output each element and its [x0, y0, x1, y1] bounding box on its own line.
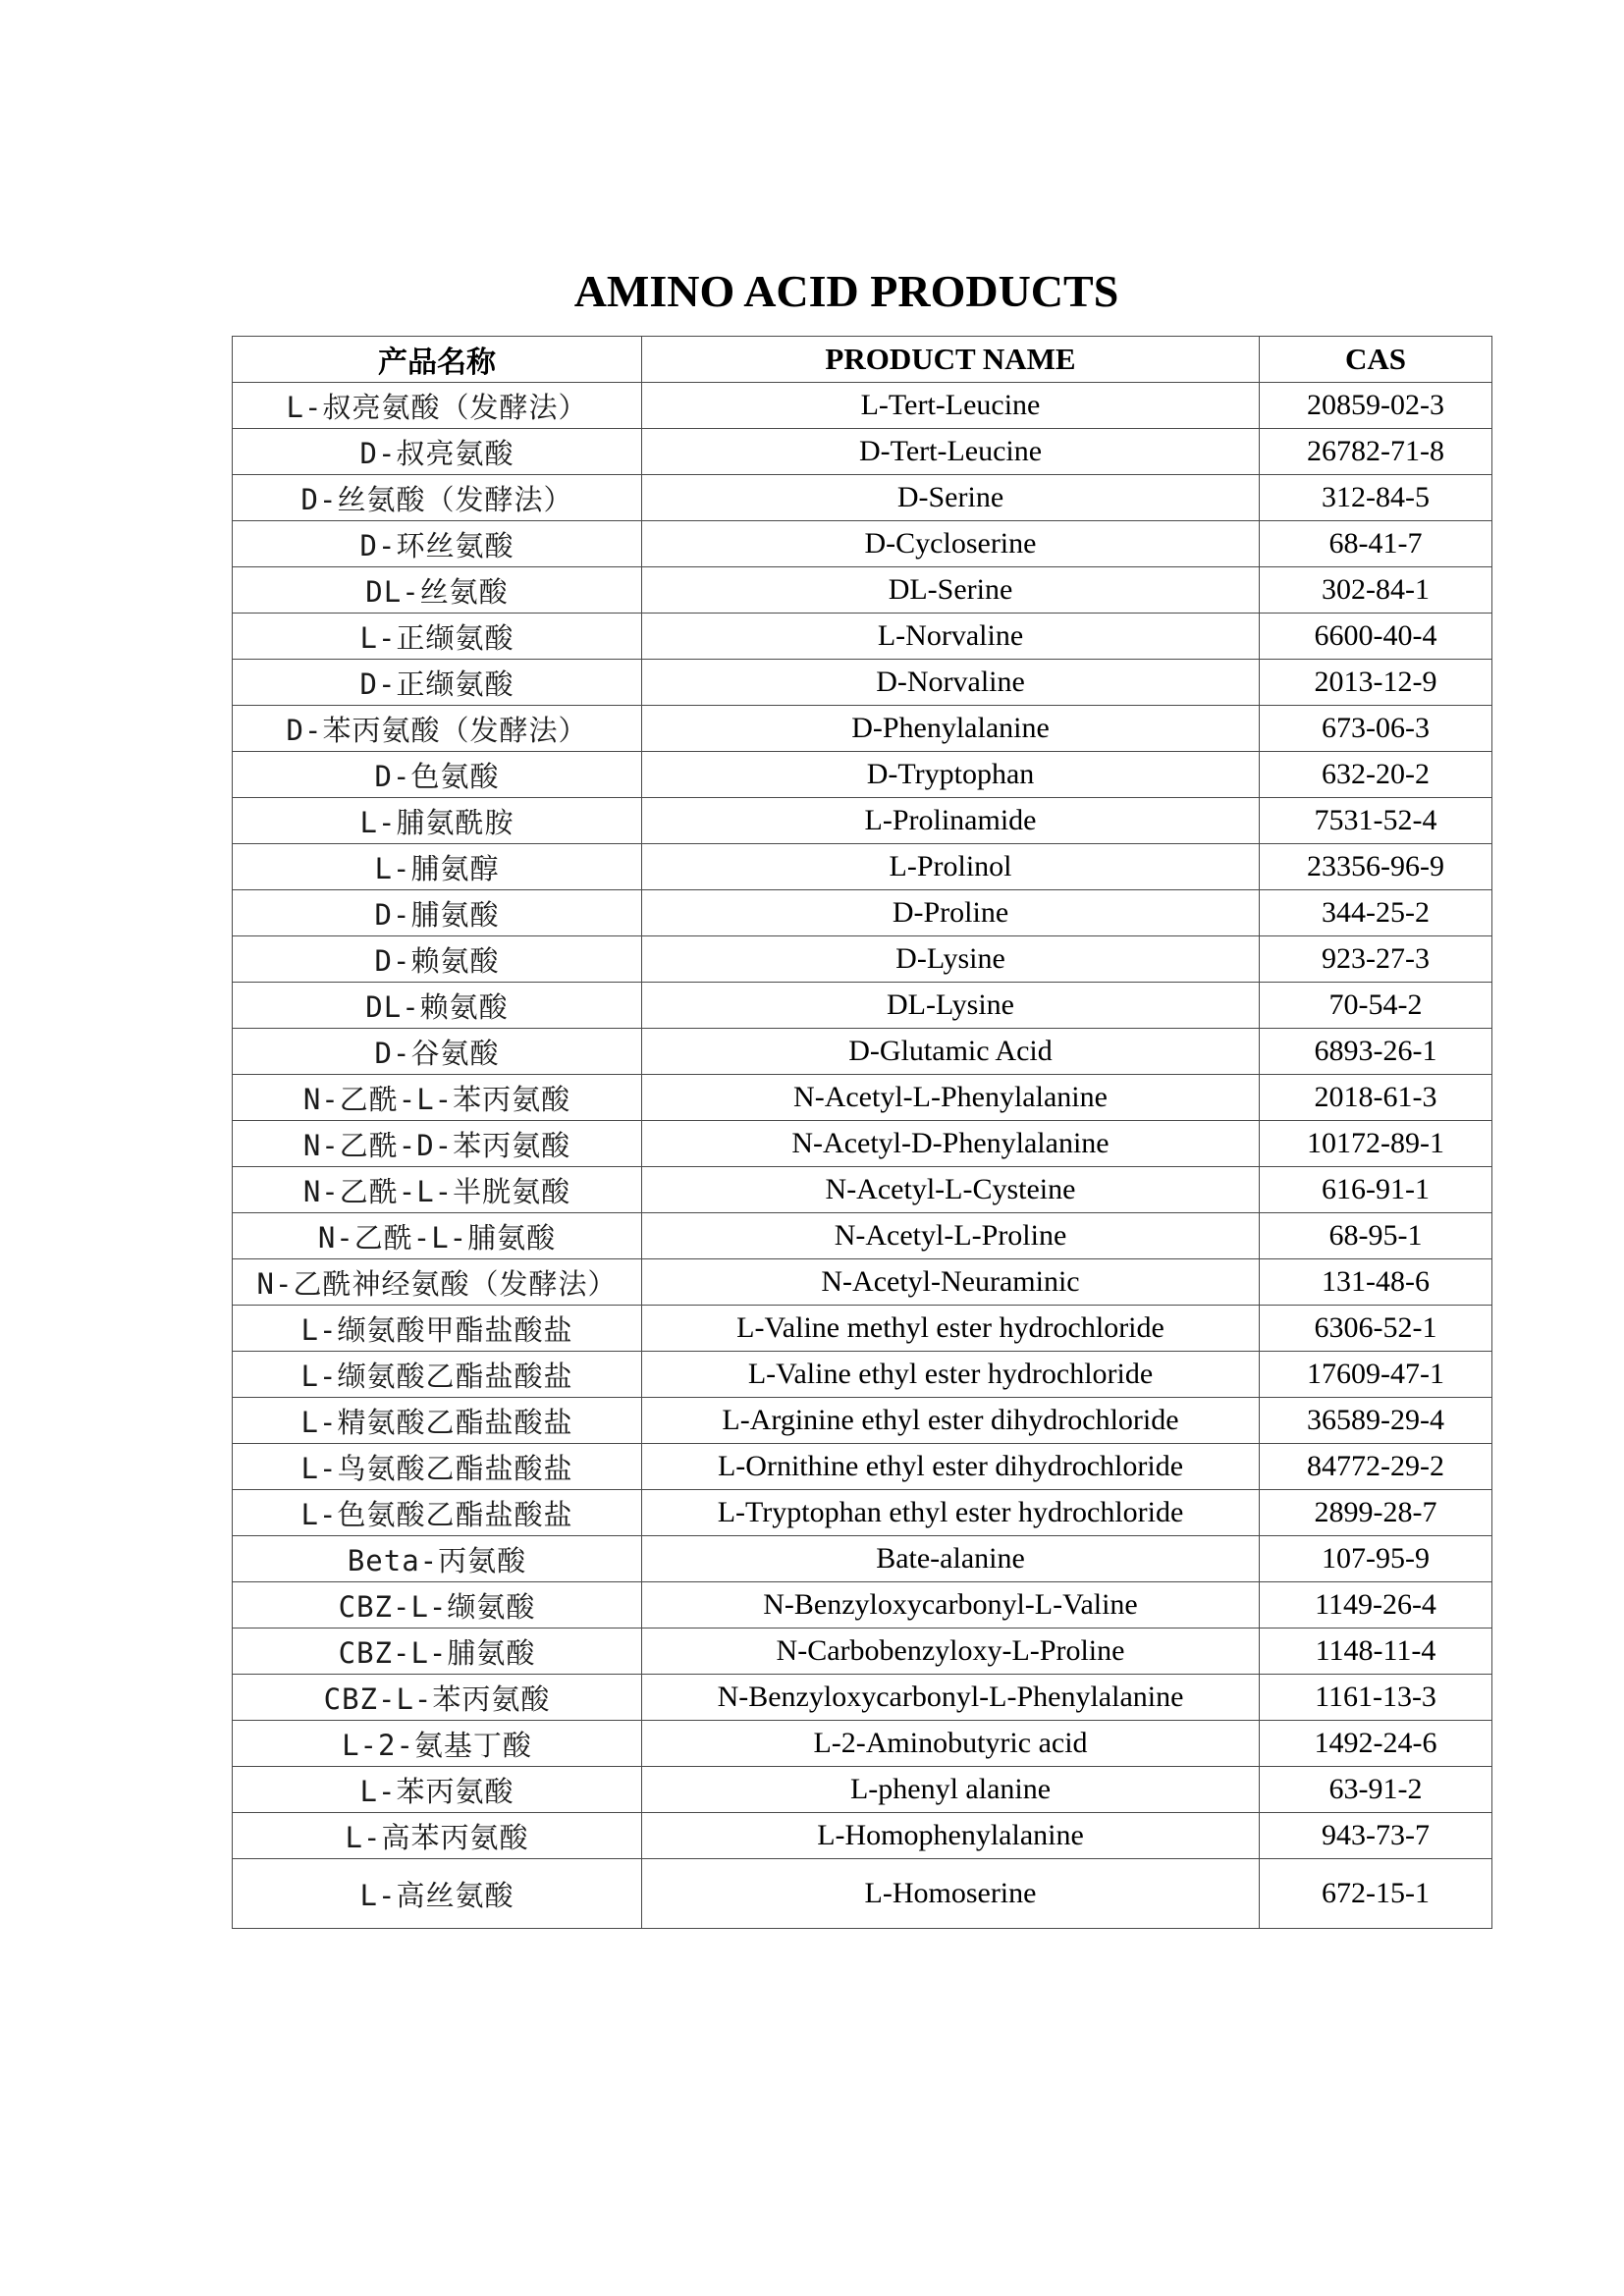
product-name-cell: L-Prolinamide [642, 798, 1260, 844]
product-name-cell: L-Tert-Leucine [642, 383, 1260, 429]
product-name-cell: L-Prolinol [642, 844, 1260, 890]
table-row [233, 567, 1492, 614]
cas-cell: 312-84-5 [1260, 475, 1492, 521]
product-name-cell: N-Acetyl-D-Phenylalanine [642, 1121, 1260, 1167]
chinese-name-cell: L-色氨酸乙酯盐酸盐 [233, 1490, 642, 1536]
cas-cell: 632-20-2 [1260, 752, 1492, 798]
table-row [233, 1121, 1492, 1167]
table-row [233, 1721, 1492, 1767]
cas-cell: 84772-29-2 [1260, 1444, 1492, 1490]
chinese-name-cell: D-丝氨酸（发酵法） [233, 475, 642, 521]
header-chinese-name: 产品名称 [233, 337, 642, 383]
table-row [233, 1352, 1492, 1398]
table-row [233, 706, 1492, 752]
product-name-cell: DL-Lysine [642, 983, 1260, 1029]
cas-cell: 17609-47-1 [1260, 1352, 1492, 1398]
products-table [232, 336, 1492, 1929]
chinese-name-cell: CBZ-L-缬氨酸 [233, 1582, 642, 1629]
chinese-name-cell: N-乙酰-L-半胱氨酸 [233, 1167, 642, 1213]
table-row [233, 521, 1492, 567]
table-row [233, 752, 1492, 798]
cas-cell: 68-41-7 [1260, 521, 1492, 567]
table-row [233, 1675, 1492, 1721]
product-name-cell: L-phenyl alanine [642, 1767, 1260, 1813]
cas-cell: 63-91-2 [1260, 1767, 1492, 1813]
cas-cell: 70-54-2 [1260, 983, 1492, 1029]
product-name-cell: D-Lysine [642, 936, 1260, 983]
product-name-cell: D-Tryptophan [642, 752, 1260, 798]
cas-cell: 672-15-1 [1260, 1859, 1492, 1929]
cas-cell: 1148-11-4 [1260, 1629, 1492, 1675]
chinese-name-cell: L-缬氨酸甲酯盐酸盐 [233, 1306, 642, 1352]
product-name-cell: N-Acetyl-L-Proline [642, 1213, 1260, 1259]
table-row [233, 1398, 1492, 1444]
cas-cell: 26782-71-8 [1260, 429, 1492, 475]
table-row [233, 1536, 1492, 1582]
product-name-cell: L-2-Aminobutyric acid [642, 1721, 1260, 1767]
table-row [233, 660, 1492, 706]
product-name-cell: N-Acetyl-Neuraminic [642, 1259, 1260, 1306]
header-cas: CAS [1260, 337, 1492, 383]
product-name-cell: L-Norvaline [642, 614, 1260, 660]
cas-cell: 1149-26-4 [1260, 1582, 1492, 1629]
cas-cell: 6893-26-1 [1260, 1029, 1492, 1075]
cas-cell: 2018-61-3 [1260, 1075, 1492, 1121]
table-row [233, 1813, 1492, 1859]
chinese-name-cell: Beta-丙氨酸 [233, 1536, 642, 1582]
cas-cell: 344-25-2 [1260, 890, 1492, 936]
chinese-name-cell: N-乙酰神经氨酸（发酵法） [233, 1259, 642, 1306]
product-name-cell: D-Proline [642, 890, 1260, 936]
table-row [233, 383, 1492, 429]
table-row [233, 1029, 1492, 1075]
table-row [233, 1306, 1492, 1352]
chinese-name-cell: L-高丝氨酸 [233, 1859, 642, 1929]
chinese-name-cell: D-环丝氨酸 [233, 521, 642, 567]
product-name-cell: D-Glutamic Acid [642, 1029, 1260, 1075]
product-name-cell: N-Acetyl-L-Phenylalanine [642, 1075, 1260, 1121]
table-row [233, 1490, 1492, 1536]
cas-cell: 2899-28-7 [1260, 1490, 1492, 1536]
table-row [233, 844, 1492, 890]
chinese-name-cell: CBZ-L-苯丙氨酸 [233, 1675, 642, 1721]
table-row [233, 1167, 1492, 1213]
product-name-cell: N-Benzyloxycarbonyl-L-Phenylalanine [642, 1675, 1260, 1721]
table-row [233, 798, 1492, 844]
product-name-cell: L-Valine ethyl ester hydrochloride [642, 1352, 1260, 1398]
table-body [233, 383, 1492, 1929]
product-name-cell: N-Benzyloxycarbonyl-L-Valine [642, 1582, 1260, 1629]
chinese-name-cell: L-苯丙氨酸 [233, 1767, 642, 1813]
chinese-name-cell: L-2-氨基丁酸 [233, 1721, 642, 1767]
product-name-cell: L-Valine methyl ester hydrochloride [642, 1306, 1260, 1352]
chinese-name-cell: L-脯氨酰胺 [233, 798, 642, 844]
cas-cell: 302-84-1 [1260, 567, 1492, 614]
cas-cell: 616-91-1 [1260, 1167, 1492, 1213]
table-header [233, 337, 1492, 383]
chinese-name-cell: D-叔亮氨酸 [233, 429, 642, 475]
chinese-name-cell: L-脯氨醇 [233, 844, 642, 890]
cas-cell: 68-95-1 [1260, 1213, 1492, 1259]
header-row [233, 337, 1492, 383]
product-name-cell: D-Cycloserine [642, 521, 1260, 567]
table-row [233, 1767, 1492, 1813]
product-name-cell: DL-Serine [642, 567, 1260, 614]
table-row [233, 1629, 1492, 1675]
table-row [233, 475, 1492, 521]
cas-cell: 943-73-7 [1260, 1813, 1492, 1859]
cas-cell: 20859-02-3 [1260, 383, 1492, 429]
cas-cell: 36589-29-4 [1260, 1398, 1492, 1444]
chinese-name-cell: DL-丝氨酸 [233, 567, 642, 614]
cas-cell: 1161-13-3 [1260, 1675, 1492, 1721]
table-row [233, 1444, 1492, 1490]
chinese-name-cell: D-正缬氨酸 [233, 660, 642, 706]
table-row [233, 1859, 1492, 1929]
cas-cell: 673-06-3 [1260, 706, 1492, 752]
product-name-cell: Bate-alanine [642, 1536, 1260, 1582]
document-title: AMINO ACID PRODUCTS [573, 266, 1119, 316]
product-name-cell: L-Tryptophan ethyl ester hydrochloride [642, 1490, 1260, 1536]
chinese-name-cell: D-谷氨酸 [233, 1029, 642, 1075]
product-name-cell: N-Acetyl-L-Cysteine [642, 1167, 1260, 1213]
cas-cell: 131-48-6 [1260, 1259, 1492, 1306]
chinese-name-cell: D-色氨酸 [233, 752, 642, 798]
chinese-name-cell: CBZ-L-脯氨酸 [233, 1629, 642, 1675]
chinese-name-cell: L-正缬氨酸 [233, 614, 642, 660]
cas-cell: 1492-24-6 [1260, 1721, 1492, 1767]
product-name-cell: D-Phenylalanine [642, 706, 1260, 752]
table-row [233, 1075, 1492, 1121]
product-name-cell: D-Tert-Leucine [642, 429, 1260, 475]
chinese-name-cell: N-乙酰-L-苯丙氨酸 [233, 1075, 642, 1121]
table-row [233, 429, 1492, 475]
chinese-name-cell: L-高苯丙氨酸 [233, 1813, 642, 1859]
product-name-cell: L-Homophenylalanine [642, 1813, 1260, 1859]
chinese-name-cell: L-精氨酸乙酯盐酸盐 [233, 1398, 642, 1444]
cas-cell: 23356-96-9 [1260, 844, 1492, 890]
chinese-name-cell: L-鸟氨酸乙酯盐酸盐 [233, 1444, 642, 1490]
table-row [233, 614, 1492, 660]
cas-cell: 7531-52-4 [1260, 798, 1492, 844]
product-name-cell: D-Serine [642, 475, 1260, 521]
chinese-name-cell: D-赖氨酸 [233, 936, 642, 983]
table-row [233, 890, 1492, 936]
product-name-cell: L-Arginine ethyl ester dihydrochloride [642, 1398, 1260, 1444]
chinese-name-cell: L-缬氨酸乙酯盐酸盐 [233, 1352, 642, 1398]
table-row [233, 1582, 1492, 1629]
table-row [233, 1213, 1492, 1259]
table-row [233, 936, 1492, 983]
chinese-name-cell: D-脯氨酸 [233, 890, 642, 936]
table-row [233, 983, 1492, 1029]
product-name-cell: N-Carbobenzyloxy-L-Proline [642, 1629, 1260, 1675]
header-product-name: PRODUCT NAME [642, 337, 1260, 383]
table-row [233, 1259, 1492, 1306]
product-name-cell: L-Homoserine [642, 1859, 1260, 1929]
product-name-cell: L-Ornithine ethyl ester dihydrochloride [642, 1444, 1260, 1490]
chinese-name-cell: DL-赖氨酸 [233, 983, 642, 1029]
chinese-name-cell: N-乙酰-L-脯氨酸 [233, 1213, 642, 1259]
product-name-cell: D-Norvaline [642, 660, 1260, 706]
cas-cell: 6600-40-4 [1260, 614, 1492, 660]
cas-cell: 6306-52-1 [1260, 1306, 1492, 1352]
cas-cell: 923-27-3 [1260, 936, 1492, 983]
chinese-name-cell: D-苯丙氨酸（发酵法） [233, 706, 642, 752]
cas-cell: 2013-12-9 [1260, 660, 1492, 706]
chinese-name-cell: N-乙酰-D-苯丙氨酸 [233, 1121, 642, 1167]
cas-cell: 10172-89-1 [1260, 1121, 1492, 1167]
chinese-name-cell: L-叔亮氨酸（发酵法） [233, 383, 642, 429]
cas-cell: 107-95-9 [1260, 1536, 1492, 1582]
